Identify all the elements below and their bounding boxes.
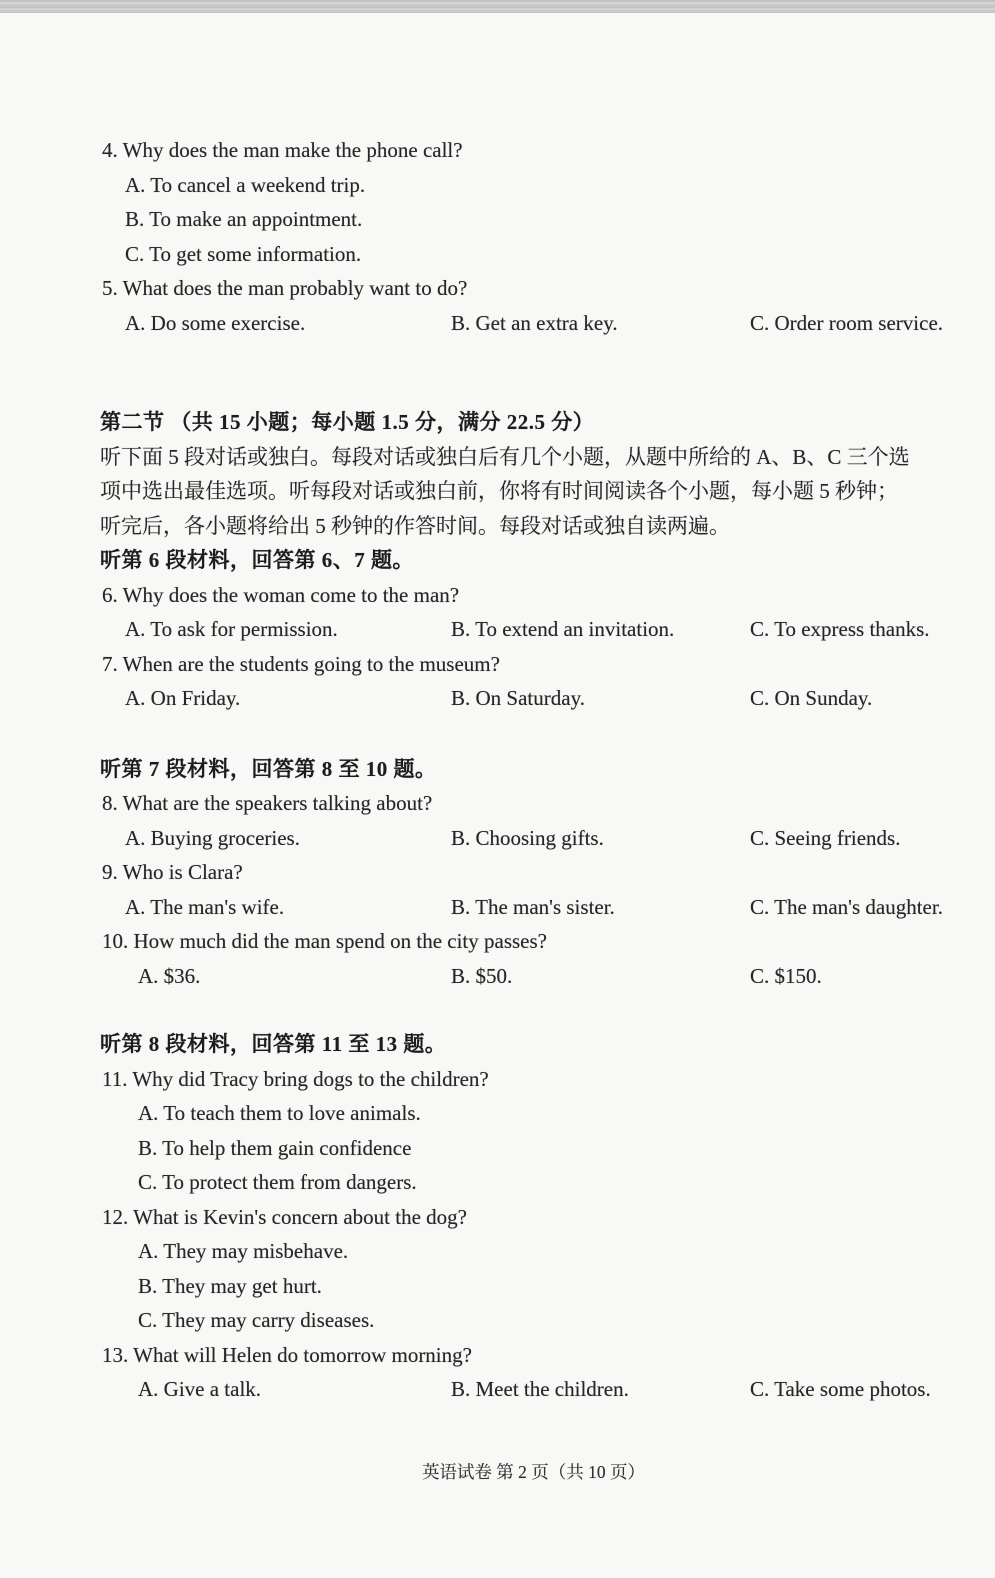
section-gap	[100, 340, 967, 405]
question-12-option-b: B. They may get hurt.	[138, 1273, 322, 1298]
question-8-option-c: C. Seeing friends.	[750, 825, 901, 850]
question-6-option-a: A. To ask for permission.	[125, 617, 338, 641]
question-10-option-b: B. $50.	[451, 963, 513, 988]
question-4-option-b: B. To make an appointment.	[125, 207, 363, 231]
question-9-option-b: B. The man's sister.	[451, 894, 615, 919]
question-11: 11. Why did Tracy bring dogs to the children?	[102, 1066, 489, 1091]
question-4: 4. Why does the man make the phone call?	[102, 138, 463, 162]
question-13-option-c: C. Take some photos.	[750, 1377, 931, 1401]
question-5-option-a: A. Do some exercise.	[125, 310, 306, 335]
question-11-option-c: C. To protect them from dangers.	[138, 1170, 417, 1194]
question-13-options	[100, 1372, 967, 1407]
instructions-line-2: 项中选出最佳选项。听每段对话或独白前，你将有时间阅读各个小题，每小题 5 秒钟；	[100, 479, 898, 503]
instructions-line-1: 听下面 5 段对话或独白。每段对话或独白后有几个小题，从题中所给的 A、B、C 三个选	[100, 444, 910, 469]
question-7-option-c: C. On Sunday.	[750, 686, 873, 710]
section-2-title: 第二节 （共 15 小题；每小题 1.5 分，满分 22.5 分）	[100, 410, 595, 434]
question-5-options	[100, 306, 967, 341]
material-8-header: 听第 8 段材料，回答第 11 至 13 题。	[100, 1032, 447, 1056]
instructions-line-3: 听完后，各小题将给出 5 秒钟的作答时间。每段对话或独自读两遍。	[100, 513, 730, 538]
question-12: 12. What is Kevin's concern about the dog?	[102, 1204, 467, 1229]
question-4-option-c: C. To get some information.	[125, 241, 362, 266]
question-4-option-a: A. To cancel a weekend trip.	[125, 172, 366, 197]
question-7-option-a: A. On Friday.	[125, 686, 241, 710]
question-13-option-b: B. Meet the children.	[451, 1377, 629, 1401]
footer-gap	[100, 1407, 967, 1457]
question-10: 10. How much did the man spend on the city passes?	[102, 929, 547, 953]
question-10-option-a: A. $36.	[138, 963, 201, 988]
question-12-option-c: C. They may carry diseases.	[138, 1308, 375, 1332]
question-5-option-b: B. Get an extra key.	[451, 310, 618, 335]
material-gap	[100, 993, 967, 1027]
question-8-options	[100, 821, 967, 856]
question-11-option-b: B. To help them gain confidence	[138, 1135, 412, 1160]
question-5-option-c: C. Order room service.	[750, 310, 944, 335]
question-5: 5. What does the man probably want to do?	[102, 276, 468, 300]
question-10-options	[100, 959, 967, 994]
question-6: 6. Why does the woman come to the man?	[102, 582, 460, 607]
question-7-option-b: B. On Saturday.	[451, 686, 585, 710]
material-7-header: 听第 7 段材料，回答第 8 至 10 题。	[100, 756, 437, 781]
question-9: 9. Who is Clara?	[102, 860, 243, 884]
question-7: 7. When are the students going to the museum?	[102, 651, 500, 676]
question-8-option-a: A. Buying groceries.	[125, 825, 300, 850]
question-6-options	[100, 612, 967, 647]
material-6-header: 听第 6 段材料，回答第 6、7 题。	[100, 548, 414, 572]
material-gap	[100, 716, 967, 752]
question-11-option-a: A. To teach them to love animals.	[138, 1101, 421, 1125]
question-9-option-a: A. The man's wife.	[125, 894, 285, 919]
question-6-option-b: B. To extend an invitation.	[451, 617, 675, 641]
question-10-option-c: C. $150.	[750, 963, 822, 988]
question-9-options	[100, 890, 967, 925]
question-9-option-c: C. The man's daughter.	[750, 894, 943, 919]
question-7-options	[100, 681, 967, 716]
question-6-option-c: C. To express thanks.	[750, 617, 930, 641]
top-margin	[100, 0, 967, 133]
question-13: 13. What will Helen do tomorrow morning?	[102, 1342, 472, 1367]
question-8-option-b: B. Choosing gifts.	[451, 825, 604, 850]
page-footer: 英语试卷 第 2 页（共 10 页）	[421, 1461, 646, 1482]
question-12-option-a: A. They may misbehave.	[138, 1239, 349, 1263]
question-13-option-a: A. Give a talk.	[138, 1377, 262, 1401]
question-8: 8. What are the speakers talking about?	[102, 791, 433, 815]
